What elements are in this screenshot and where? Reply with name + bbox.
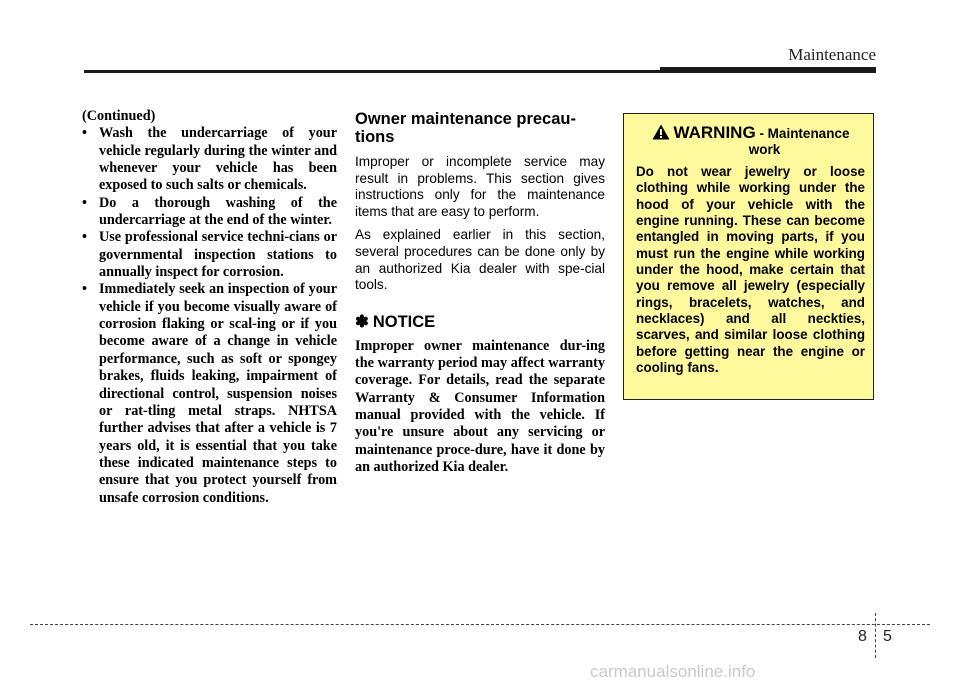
- footer-divider: [875, 613, 876, 658]
- warning-triangle-icon: [652, 124, 670, 140]
- continued-label: (Continued): [82, 108, 156, 124]
- warning-heading: [636, 124, 865, 158]
- notice-star-icon: ✽: [355, 312, 369, 331]
- dealer-paragraph: As explained earlier in this section, several procedures can be done only by an authorized Kia dealer with spe-cial tools.: [355, 227, 605, 293]
- header-rule: [84, 70, 660, 73]
- left-column: [82, 108, 337, 507]
- intro-paragraph: Improper or incomplete service may result in problems. This section gives instructions only for the maintenance items that are easy to perform.: [355, 154, 605, 219]
- list-item: [82, 229, 337, 281]
- bullet-text: Do a thorough washing of the undercarriage at the end of the winter.: [99, 194, 337, 229]
- bullet-text: Wash the undercarriage of your vehicle regularly during the winter and whenever your vehicle has been exposed to such salts or chemicals.: [99, 125, 337, 194]
- bullet-text: Immediately seek an inspection of your vehicle if you become visually aware of corrosion flaking or scal-ing or if you become aware of a change in vehicle performance, such as soft or spongey brakes, fluids leaking, impairment of directional control, suspension noises or rat-tling metal straps. NHTSA further advises that after a vehicle is 7 years old, it is essential that you take these indicated maintenance steps to ensure that you protect yourself from unsafe corrosion conditions.: [99, 281, 337, 506]
- footer-rule: [30, 624, 930, 625]
- owner-maintenance-heading: Owner maintenance precau-tions: [355, 110, 576, 146]
- notice-label: NOTICE: [372, 312, 436, 331]
- warning-label: WARNING: [673, 123, 756, 142]
- middle-column: [355, 110, 605, 476]
- bullet-marker: •: [82, 125, 87, 142]
- list-item: [82, 281, 337, 506]
- chapter-number: 8: [858, 628, 867, 645]
- warning-box: [623, 113, 874, 400]
- corrosion-bullet-list: [82, 125, 337, 507]
- list-item: [82, 125, 337, 194]
- bullet-marker: •: [82, 194, 87, 211]
- list-item: [82, 195, 337, 230]
- watermark: carmanualsonline.info: [590, 662, 756, 681]
- warning-subtitle-line2: work: [748, 142, 781, 157]
- warning-subtitle: - Maintenance: [755, 126, 850, 141]
- bullet-text: Use professional service techni-cians or governmental inspection stations to annually inspect for corrosion.: [99, 229, 337, 281]
- page-number: 5: [883, 628, 892, 645]
- warning-body: Do not wear jewelry or loose clothing while working under the hood of your vehicle with the engine running. These can become entangled in moving parts, if you must run the engine while working under the hood, make certain that you remove all jewelry (especially rings, bracelets, watches, and necklaces) and all neckties, scarves, and similar loose clothing before getting near the engine or cooling fans.: [636, 164, 865, 376]
- section-title: Maintenance: [788, 45, 876, 64]
- notice-body: Improper owner maintenance dur-ing the warranty period may affect warranty coverage. For details, read the separate Warranty & Consumer Information manual provided with the vehicle. If you're unsure about any servicing or maintenance proce-dure, have it done by an authorized Kia dealer.: [355, 337, 605, 475]
- notice-heading: [355, 312, 605, 332]
- bullet-marker: •: [82, 281, 87, 298]
- bullet-marker: •: [82, 229, 87, 246]
- header-rule-accent: [660, 67, 876, 73]
